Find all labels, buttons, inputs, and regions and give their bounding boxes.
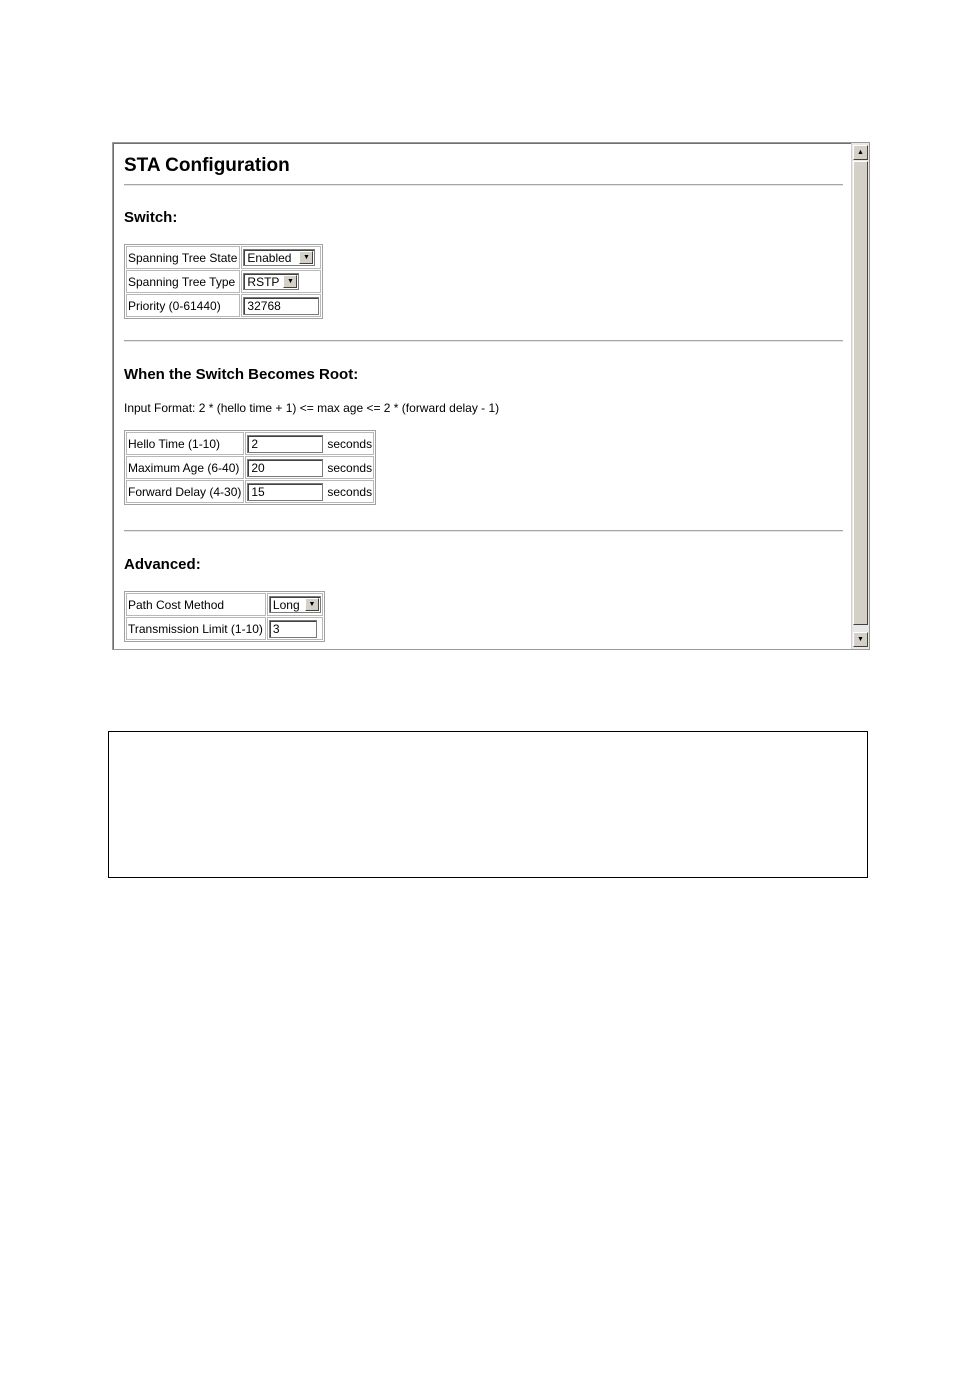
hello-time-label: Hello Time (1-10) [126, 432, 244, 455]
advanced-table [124, 591, 325, 642]
divider [124, 530, 843, 532]
forward-delay-input[interactable]: 15 [247, 483, 323, 501]
transmission-limit-input[interactable]: 3 [269, 620, 317, 638]
divider [124, 340, 843, 342]
switch-heading: Switch: [124, 209, 178, 226]
table-row [126, 617, 323, 640]
divider [124, 184, 843, 186]
max-age-unit: seconds [327, 460, 373, 475]
chevron-down-icon[interactable]: ▼ [283, 275, 297, 288]
scroll-up-icon[interactable]: ▲ [853, 145, 868, 160]
spanning-tree-state-select[interactable] [243, 249, 315, 266]
max-age-label: Maximum Age (6-40) [126, 456, 244, 479]
forward-delay-unit: seconds [327, 484, 373, 499]
root-heading: When the Switch Becomes Root: [124, 366, 359, 383]
path-cost-method-value: Long [272, 597, 300, 612]
table-row [126, 480, 374, 503]
scroll-down-icon[interactable]: ▼ [853, 632, 868, 647]
spanning-tree-type-select[interactable] [243, 273, 299, 290]
chevron-down-icon[interactable]: ▼ [305, 598, 319, 611]
hello-time-input[interactable]: 2 [247, 435, 323, 453]
table-row [126, 246, 321, 269]
empty-caption-box [108, 731, 868, 878]
page-title: STA Configuration [124, 155, 290, 176]
vertical-scrollbar[interactable] [851, 143, 869, 649]
browser-frame [112, 142, 870, 650]
table-row [126, 432, 374, 455]
table-row [126, 270, 321, 293]
table-row [126, 593, 323, 616]
max-age-input[interactable]: 20 [247, 459, 323, 477]
table-row [126, 294, 321, 317]
chevron-down-icon[interactable]: ▼ [299, 251, 313, 264]
priority-label: Priority (0-61440) [126, 294, 240, 317]
forward-delay-label: Forward Delay (4-30) [126, 480, 244, 503]
path-cost-method-label: Path Cost Method [126, 593, 266, 616]
advanced-heading: Advanced: [124, 556, 201, 573]
spanning-tree-state-label: Spanning Tree State [126, 246, 240, 269]
spanning-tree-type-value: RSTP [247, 274, 280, 289]
spanning-tree-state-value: Enabled [247, 250, 292, 265]
scrollbar-thumb[interactable] [853, 161, 868, 625]
switch-table [124, 244, 323, 319]
root-table [124, 430, 376, 505]
page-content [113, 143, 851, 649]
transmission-limit-label: Transmission Limit (1-10) [126, 617, 266, 640]
table-row [126, 456, 374, 479]
input-format-note: Input Format: 2 * (hello time + 1) <= max age <= 2 * (forward delay - 1) [124, 401, 500, 415]
path-cost-method-select[interactable] [269, 596, 321, 613]
hello-time-unit: seconds [327, 436, 373, 451]
priority-input[interactable]: 32768 [243, 297, 319, 315]
spanning-tree-type-label: Spanning Tree Type [126, 270, 240, 293]
